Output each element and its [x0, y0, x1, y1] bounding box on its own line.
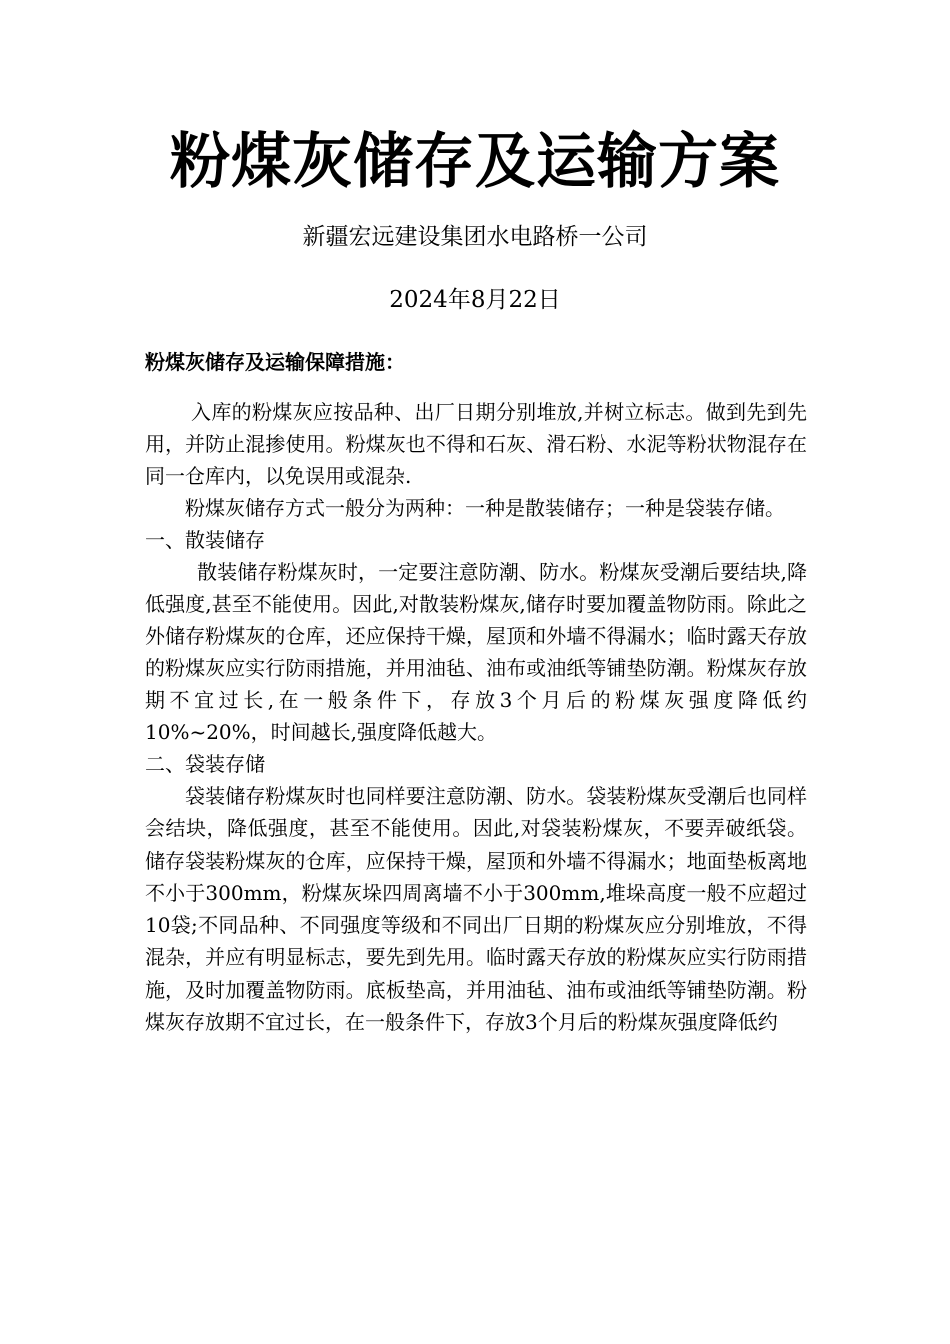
document-date: 2024年8月22日 [389, 287, 561, 313]
section1-title: 一、散装储存 [145, 528, 265, 552]
document-body [145, 396, 807, 1038]
paragraph-storage-methods: 粉煤灰储存方式一般分为两种：一种是散装储存；一种是袋装存储。 [185, 496, 785, 520]
document-title: 粉煤灰储存及运输方案 [170, 127, 780, 197]
section2-title: 二、袋装存储 [145, 752, 265, 776]
paragraph-storage-rules: 入库的粉煤灰应按品种、出厂日期分别堆放,并树立标志。做到先到先用，并防止混掺使用。粉煤灰也不得和石灰、滑石粉、水泥等粉状物混存在同一仓库内，以免误用或混杂. [145, 400, 807, 488]
section2-text: 袋装储存粉煤灰时也同样要注意防潮、防水。袋装粉煤灰受潮后也同样会结块，降低强度，甚至不能使用。因此,对袋装粉煤灰，不要弄破纸袋。储存袋装粉煤灰的仓库，应保持干燥，屋顶和外墙不得漏水；地面垫板离地不小于300mm，粉煤灰垛四周离墙不小于300mm,堆垛高度一般不应超过10袋;不同品种、不同强度等级和不同出厂日期的粉煤灰应分别堆放，不得混杂，并应有明显标志，要先到先用。临时露天存放的粉煤灰应实行防雨措施，及时加覆盖物防雨。底板垫高，并用油毡、油布或油纸等铺垫防潮。粉煤灰存放期不宜过长，在一般条件下，存放3个月后的粉煤灰强度降低约 [145, 784, 807, 1035]
section-heading: 粉煤灰储存及运输保障措施： [145, 350, 405, 374]
organization-name: 新疆宏远建设集团水电路桥一公司 [302, 224, 648, 250]
section1-text: 散装储存粉煤灰时，一定要注意防潮、防水。粉煤灰受潮后要结块,降低强度,甚至不能使用。因此,对散装粉煤灰,储存时要加覆盖物防雨。除此之外储存粉煤灰的仓库，还应保持干燥，屋顶和外墙不得漏水；临时露天存放的粉煤灰应实行防雨措施，并用油毡、油布或油纸等铺垫防潮。粉煤灰存放期不宜过长,在一般条件下，存放3个月后的粉煤灰强度降低约10%~20%，时间越长,强度降低越大。 [145, 560, 807, 744]
